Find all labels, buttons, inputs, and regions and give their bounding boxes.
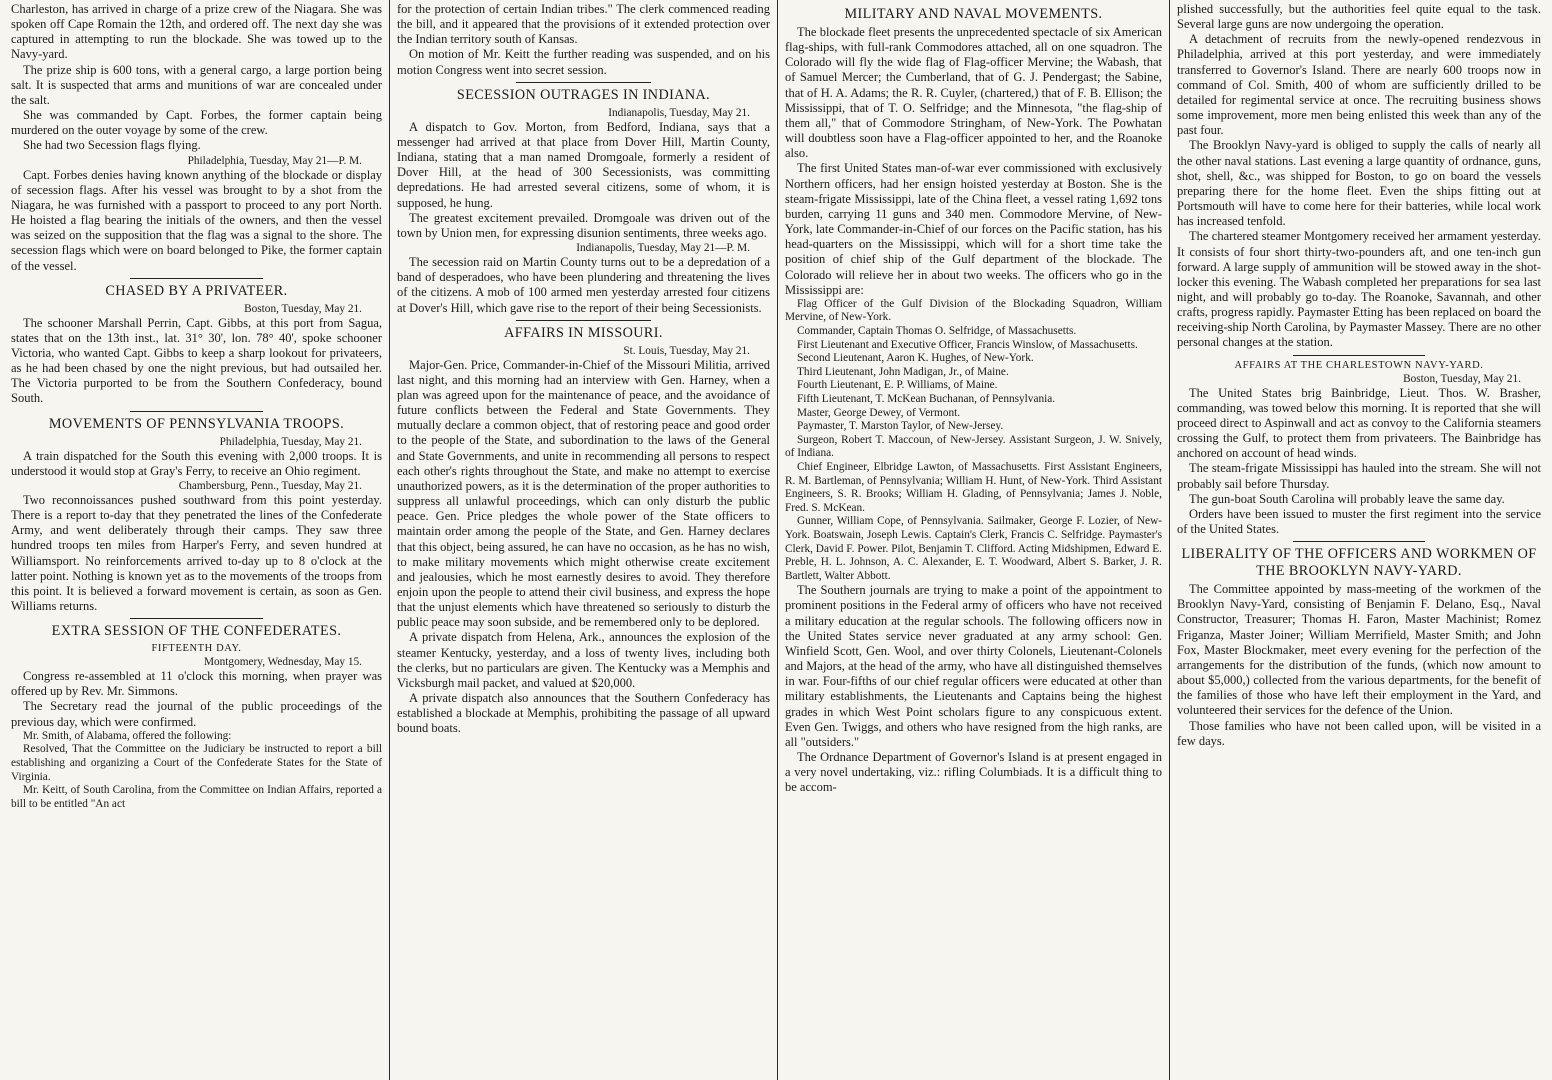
article-paragraph: Fourth Lieutenant, E. P. Williams, of Maine. [797,379,998,392]
article-paragraph: A detachment of recruits from the newly-opened rendezvous in Philadelphia, arrived at this port yesterday, and were immediately transferred to Governor's Island. There are nearly 600 troops now in command of Col. Smith, 400 of whom are sufficiently drilled to be detailed for regimental service at once. The recruiting business shows some improvement, more men being enlisted this week than any of the past four. [1177,32,1541,138]
article-paragraph: Resolved, That the Committee on the Judiciary be instructed to report a bill establishing and organizing a Court of the Confederate States for the State of Virginia. [11,743,382,783]
article-subheadline: FIFTEENTH DAY. [151,643,242,655]
article-paragraph: Commander, Captain Thomas O. Selfridge, of Massachusetts. [797,325,1077,337]
article-paragraph: Gunner, William Cope, of Pennsylvania. Sailmaker, George F. Lozier, of New-York. Boatswain, Joseph Lewis. Captain's Clerk, Francis C. Selfridge. Paymaster's Clerk, David F. Power. Pilot, Benjamin T. Clifford. Acting Midshipmen, Edward E. Preble, H. L. Johnson, A. C. Alexander, E. T. Woodward, Albert S. Barker, J. R. Bartlett, Walter Abbott. [785,515,1162,582]
article-paragraph: Paymaster, T. Marston Taylor, of New-Jersey. [797,420,1004,433]
article-paragraph: Orders have been issued to muster the first regiment into the service of the United States. [1177,506,1541,536]
article-paragraph: The greatest excitement prevailed. Dromgoale was driven out of the town by Union men, for expressing disunion sentiments, three weeks ago. [397,210,770,240]
article-headline: CHASED BY A PRIVATEER. [105,282,288,299]
article-paragraph: On motion of Mr. Keitt the further reading was suspended, and on his motion Congress went into secret session. [397,47,770,77]
column-1 [4,0,390,1080]
article-paragraph: The Committee appointed by mass-meeting of the workmen of the Brooklyn Navy-Yard, consisting of Benjamin F. Delano, Esq., Naval Constructor, Treasurer; Thomas H. Faron, Master Machinist; Romez Friganza, Master Joiner; William Merrifield, Master Smith; and John Fox, Master Blockmaker, meet every evening for the perfection of the arrangements for the distribution of the funds, (which now amount to about $5,000,) collected from the various departments, for the benefit of the families of those who have left their employment in the Yard, and volunteered their services for the defence of the Union. [1177,582,1541,718]
column-4 [1170,0,1548,1080]
article-paragraph: plished successfully, but the authorities feel quite equal to the task. Several large guns are now undergoing the operation. [1177,2,1541,32]
article-paragraph: Those families who have not been called upon, will be visited in a few days. [1177,718,1541,748]
column-2 [390,0,778,1080]
article-dateline: Philadelphia, Tuesday, May 21—P. M. [187,154,362,167]
article-paragraph: Flag Officer of the Gulf Division of the Blockading Squadron, William Mervine, of New-York. [785,297,1162,324]
article-dateline: Chambersburg, Penn., Tuesday, May 21. [178,479,362,492]
article-dateline: Indianapolis, Tuesday, May 21—P. M. [576,242,750,255]
article-headline: MILITARY AND NAVAL MOVEMENTS. [844,6,1103,22]
article-dateline: Montgomery, Wednesday, May 15. [203,656,362,669]
article-paragraph: A private dispatch also announces that the Southern Confederacy has established a blockade at Memphis, prohibiting the passage of all upward bound boats. [397,691,770,736]
column-3 [778,0,1170,1080]
article-paragraph: Congress re-assembled at 11 o'clock this morning, when prayer was offered up by Rev. Mr. Simmons. [11,669,382,699]
column-divider-rule [1293,541,1424,542]
article-headline: EXTRA SESSION OF THE CONFEDERATES. [51,623,342,640]
column-divider-rule [516,320,650,321]
article-paragraph: Surgeon, Robert T. Maccoun, of New-Jersey. Assistant Surgeon, J. W. Snively, of Indiana. [785,433,1162,460]
article-headline: LIBERALITY OF THE OFFICERS AND WORKMEN OF THE BROOKLYN NAVY-YARD. [1181,546,1537,580]
article-dateline: Boston, Tuesday, May 21. [244,302,362,315]
article-headline: SECESSION OUTRAGES IN INDIANA. [456,86,711,103]
article-paragraph: Mr. Keitt, of South Carolina, from the Committee on Indian Affairs, reported a bill to be entitled "An act [11,784,382,810]
article-paragraph: The first United States man-of-war ever commissioned with exclusively Northern officers, had her ensign hoisted yesterday at Boston. She is the steam-frigate Mississippi, late of the China fleet, a vessel rating 1,692 tons burden, carrying 11 guns and 340 men. Commodore Mervine, of New-York, late Commander-in-Chief of our forces on the Pacific station, has his head-quarters on the Mississippi, which will for a short time take the position of chief ship of the Gulf department of the blockade. The Colorado will relieve her in about two weeks. The officers who go in the Mississippi are: [785,161,1162,297]
article-paragraph: The Secretary read the journal of the public proceedings of the previous day, which were confirmed. [11,699,382,729]
article-paragraph: The schooner Marshall Perrin, Capt. Gibbs, at this port from Sagua, states that on the 13th inst., lat. 31° 30', lon. 78° 40', spoke schooner Victoria, who wanted Capt. Gibbs to keep a sharp lookout for privateers, as he had been chased by one the night previous, but had outsailed her. The Victoria purported to be from the Southern Confederacy, bound South. [11,315,382,406]
article-paragraph: The Southern journals are trying to make a point of the appointment to prominent positions in the Federal army of officers who have not received a military education at the regular schools. The following officers now in the United States service never graduated at any army school: Gen. Winfield Scott, Gen. Wool, and over thirty Colonels, Lieutenant-Colonels and Majors, at the head of the army, who have all distinguished themselves in war. Four-fifths of our chief regular officers were educated at other than military establishments, the Lieutenants and Captains being the highest grades in which West Point scholars figure to any conspicuous extent. Even Gen. Twiggs, and others who have resigned from the high ranks, are all "outsiders." [785,583,1162,749]
article-subheadline: AFFAIRS AT THE CHARLESTOWN NAVY-YARD. [1234,359,1484,371]
column-divider-rule [130,411,264,412]
article-paragraph: Two reconnoissances pushed southward from this point yesterday. There is a report to-day that they penetrated the lines of the Confederate Army, and went deliberately through their camps. They saw three hundred troops ten miles from Harper's Ferry, and seven hundred at Williamsport. No reinforcements arrived to-day up to 8 o'clock at the latter point. Nothing is known yet as to the movements of the troops from this point. It is believed a forward movement is certain, as soon as Gen. Williams returns. [11,492,382,613]
article-paragraph: Third Lieutenant, John Madigan, Jr., of Maine. [797,365,1009,378]
article-dateline: Indianapolis, Tuesday, May 21. [608,106,750,119]
article-paragraph: The chartered steamer Montgomery received her armament yesterday. It consists of four short thirty-two-pounders aft, and one ten-inch gun forward. A large supply of ammunition will be stowed away in the shot-locker this evening. The Wabash completed her preparations for sea last night, and will probably go to-day. The Roanoke, Savannah, and other crafts, progress rapidly. Paymaster Etting has been replaced on board the receiving-ship North Carolina, by Paymaster Massey. There are no other personal changes at the station. [1177,229,1541,350]
article-paragraph: The blockade fleet presents the unprecedented spectacle of six American flag-ships, with full-rank Commodores attached, all on one squadron. The Colorado will fly the wide flag of Flag-officer Mervine; the Wabash, that of Samuel Mercer; the Cumberland, that of G. J. Pendergast; the Sabine, that of H. A. Adams; the R. R. Cuyler, (chartered,) that of F. B. Ellison; the Mississippi, that of T. O. Selfridge; and the Minnesota, "the flag-ship of them all," that of Commodore Stringham, of New-York. The Powhatan will doubtless soon have a Flag-officer appointed to her, and the Roanoke also. [785,25,1162,161]
article-paragraph: for the protection of certain Indian tribes." The clerk commenced reading the bill, and it appeared that the provisions of it extended protection over the Indian territory south of Kansas. [397,2,770,47]
article-paragraph: Major-Gen. Price, Commander-in-Chief of the Missouri Militia, arrived last night, and this morning had an interview with Gen. Harney, when a plan was agreed upon for the maintenance of peace, and the avoidance of future conflicts between the Federal and State Governments. They mutually declare a common object, that of restoring peace and good order to the people of the State, and subordination to the laws of the General and State Governments, and unite in recommending all persons to respect each other's rights throughout the State, and make no attempt to exercise unauthorized powers, as it is the determination of the proper authorities to suppress all unlawful proceedings, which can only disturb the public peace. Gen. Price pledges the whole power of the State officers to maintain order among the people of the State, and Gen. Harney declares that this object, being assured, he can have no occasion, as he has no wish, to make military movements which might otherwise create excitement and jealousies, which he most earnestly desires to avoid. They therefore enjoin upon the people to attend their civil business, and express the hope that the unjust elements which have threatened so seriously to disturb the public peace may soon subside, and be remembered only to be deplored. [397,357,770,630]
article-paragraph: First Lieutenant and Executive Officer, Francis Winslow, of Massachusetts. [797,338,1138,351]
article-headline: MOVEMENTS OF PENNSYLVANIA TROOPS. [48,415,345,432]
article-paragraph: The gun-boat South Carolina will probably leave the same day. [1189,491,1505,506]
article-paragraph: The secession raid on Martin County turns out to be a depredation of a band of desperadoes, who have been plundering and threatening the lives of the citizens. A mob of 100 armed men yesterday arrested four citizens at Dover's Hill, which gave rise to the report of their being Secessionists. [397,255,770,315]
article-paragraph: The prize ship is 600 tons, with a general cargo, a large portion being salt. It is suspected that arms and munitions of war are concealed under the salt. [11,62,382,107]
article-paragraph: Second Lieutenant, Aaron K. Hughes, of New-York. [797,352,1034,365]
article-paragraph: Mr. Smith, of Alabama, offered the following: [23,729,232,742]
article-dateline: St. Louis, Tuesday, May 21. [623,344,750,357]
article-paragraph: The steam-frigate Mississippi has hauled into the stream. She will not probably sail before Thursday. [1177,461,1541,491]
article-paragraph: Charleston, has arrived in charge of a prize crew of the Niagara. She was spoken off Cape Romain the 12th, and ordered off. The next day she was captured in attempting to run the blockade. She was towed up to the Navy-yard. [11,2,382,62]
column-divider-rule [130,618,264,619]
article-paragraph: Fifth Lieutenant, T. McKean Buchanan, of Pennsylvania. [797,392,1056,405]
article-paragraph: A dispatch to Gov. Morton, from Bedford, Indiana, says that a messenger had arrived at that place from Dover Hill, Martin County, Indiana, stating that a man named Dromgoale, formerly a resident of Dover Hill, at the head of 300 Secessionists, was committing depredations. He had arrested several citizens, some of whom, it is supposed, he hung. [397,119,770,210]
article-paragraph: Chief Engineer, Elbridge Lawton, of Massachusetts. First Assistant Engineers, R. M. Bartleman, of Pennsylvania; William H. Hunt, of New-York. Third Assistant Engineers, S. R. Brooks; William H. Glading, of Pennsylvania; James J. Noble, Fred. S. McKean. [785,460,1162,514]
article-paragraph: Master, George Dewey, of Vermont. [797,406,961,419]
column-divider-rule [516,82,650,83]
column-divider-rule [130,278,264,279]
article-paragraph: Capt. Forbes denies having known anything of the blockade or display of secession flags. After his vessel was brought to by a shot from the Niagara, he was furnished with a passport to proceed to any port North. He hoisted a flag bearing the initials of the owners, and then the vessel was seized on the supposition that the flag was a signal to the shore. The secession flags which were on board belonged to Pike, the former captain of the vessel. [11,167,382,273]
article-paragraph: She had two Secession flags flying. [23,138,201,153]
article-paragraph: The Brooklyn Navy-yard is obliged to supply the calls of nearly all the other naval stations. Last evening a large quantity of ordnance, guns, shot, shell, &c., was shipped for Boston, to go on board the vessels preparing there for the home fleet. Even the ships fitting out at Portsmouth will have to come here for their batteries, while local work has increased tenfold. [1177,138,1541,229]
article-dateline: Boston, Tuesday, May 21. [1403,372,1521,385]
column-divider-rule [1293,355,1424,356]
article-dateline: Philadelphia, Tuesday, May 21. [219,435,362,448]
article-paragraph: The Ordnance Department of Governor's Island is at present engaged in a very novel undertaking, viz.: rifling Columbiads. It is a difficult thing to be accom- [785,750,1162,795]
article-paragraph: A private dispatch from Helena, Ark., announces the explosion of the steamer Kentucky, yesterday, and a loss of twenty lives, including both the clerks, but no particulars are given. The Kentucky was a Memphis and Vicksburgh mail packet, and valued at $20,000. [397,630,770,690]
article-paragraph: She was commanded by Capt. Forbes, the former captain being murdered on the outer voyage by some of the crew. [11,108,382,138]
article-paragraph: The United States brig Bainbridge, Lieut. Thos. W. Brasher, commanding, was towed below this morning. It is reported that she will proceed direct to Aspinwall and act as convoy to the California steamers crossing the Gulf, to protect them from privateers. The Bainbridge has anchored on account of head winds. [1177,385,1541,461]
article-paragraph: A train dispatched for the South this evening with 2,000 troops. It is understood it would stop at Gray's Ferry, to receive an Ohio regiment. [11,448,382,478]
article-headline: AFFAIRS IN MISSOURI. [504,324,663,341]
